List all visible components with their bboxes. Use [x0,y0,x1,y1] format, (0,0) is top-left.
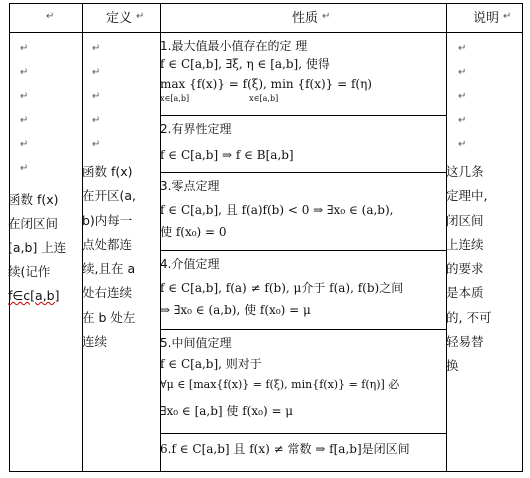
section-title: 5.中间值定理 [160,336,232,350]
col1-line: 函数 f(x) [8,192,59,207]
property-boundedness-theorem [160,120,444,164]
col1-line: f∈c[a,b] [8,288,60,303]
paragraph-mark: ↵ [46,11,55,22]
col2-line: 处右连续 [82,285,133,301]
section-formula: 使 f(x₀) = 0 [160,225,227,239]
header-notes: 说明 [473,11,500,26]
section-formula: ⇒ ∃x₀ ∈ (a,b), 使 f(x₀) = μ [160,303,311,317]
col4-line: 闭区间 [446,212,484,228]
col2-line: 在开区(a, [82,188,137,204]
col4-line: 的要求 [446,261,484,277]
row-divider [160,115,446,116]
row-divider [160,250,446,251]
section-title: 2.有界性定理 [160,122,232,136]
paragraph-mark: ↵ [503,11,512,22]
col1-line: 在闭区间 [8,216,59,231]
col2-line: 在 b 处左 [82,309,136,325]
col2-line: 函数 f(x) [82,164,133,179]
section-formula: f ∈ C[a,b], ∃ξ, η ∈ [a,b], 使得 [160,57,330,71]
property-mean-value-theorem [160,334,444,420]
col4-line: 定理中, [446,188,488,204]
row-divider [160,172,446,173]
col1-line: [a,b] 上连 [8,240,67,255]
col1-function-definition [8,188,70,308]
property-intermediate-value-theorem [160,255,444,319]
col2-line: b)内每一 [82,212,133,228]
col4-line: 上连续 [446,236,484,252]
col2-line: 续,且在 a [82,261,136,277]
section-formula: f ∈ C[a,b], f(a) ≠ f(b), μ介于 f(a), f(b)之间 [160,281,404,295]
section-title: 1.最大值最小值存在的定 理 [160,39,308,53]
row-divider [160,329,446,330]
section-formula: 6.f ∈ C[a,b] 且 f(x) ≠ 常数 ⇒ f[a,b]是闭区间 [160,442,410,456]
row-divider [160,433,446,434]
section-formula: ∀μ ∈ [max{f(x)} = f(ξ), min{f(x)} = f(η)] 必 [160,378,400,391]
section-formula: ∃x₀ ∈ [a,b] 使 f(x₀) = μ [160,404,294,418]
header-properties: 性质 [292,11,319,26]
col2-line: 连续 [82,334,108,350]
section-formula: max {f(x)} = f(ξ), min {f(x)} = f(η) [160,77,372,91]
section-formula: f ∈ C[a,b] ⇒ f ∈ B[a,b] [160,148,294,162]
header-definition: 定义 [106,11,133,26]
section-formula: f ∈ C[a,b], 则对于 [160,357,262,371]
section-formula: f ∈ C[a,b], 且 f(a)f(b) < 0 ⇒ ∃x₀ ∈ (a,b), [160,203,394,217]
section-title: 3.零点定理 [160,179,220,193]
paragraph-mark: ↵ [322,11,331,22]
col4-line: 换 [446,358,459,374]
paragraph-mark: ↵ [136,11,145,22]
section-title: 4.介值定理 [160,257,220,271]
col2-definition-text [82,160,148,354]
col4-notes-text [446,160,498,379]
col4-line: 轻易替 [446,334,484,350]
col4-line: 的, 不可 [446,309,492,325]
col2-line: 点处都连 [82,236,133,252]
property-closed-interval-image [160,440,444,458]
col4-line: 这几条 [446,164,484,179]
col1-line: 续(记作 [8,264,51,279]
section-subscripts: x∈[a,b] x∈[a,b] [160,94,279,103]
property-max-min-theorem [160,37,444,108]
header-divider [10,32,522,33]
property-zero-point-theorem [160,177,444,241]
col4-line: 是本质 [446,285,484,301]
